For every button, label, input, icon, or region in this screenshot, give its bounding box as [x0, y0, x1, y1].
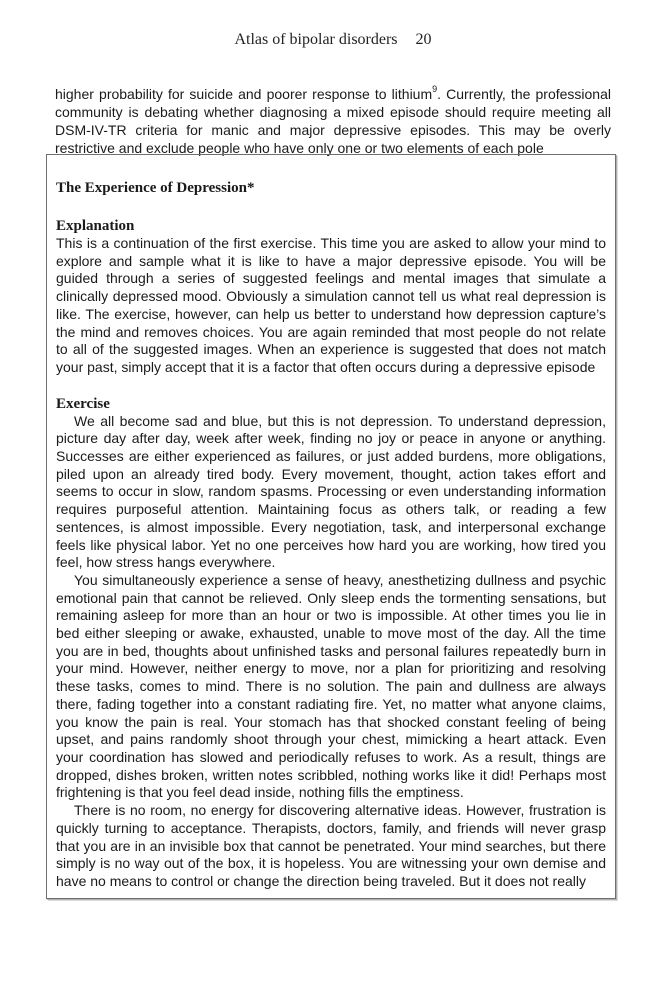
- exercise-heading: Exercise: [56, 395, 110, 412]
- running-header: [0, 30, 666, 50]
- explanation-section: [56, 217, 606, 377]
- reference-superscript: 9: [432, 84, 438, 95]
- box-title: The Experience of Depression*: [56, 180, 255, 196]
- intro-text-start: higher probability for suicide and poorer response to lithium: [55, 86, 433, 102]
- exercise-section: [56, 395, 606, 891]
- exercise-paragraph: We all become sad and blue, but this is not depression. To understand depression, picture day after day, week after week, finding no joy or peace in anyone or anything. Successes are either experienced as failures, or just added burdens, more obligations, piled upon an already tired body. Every movement, thought, action takes effort and seems to occur in slow, random spasms. Processing or even understanding information requires purposeful attention. Maintaining focus as others talk, or reading a few sentences, is almost impossible. Every negotiation, task, and interpersonal exchange feels like physical labor. Yet no one perceives how hard you are working, how tired you feel, how stress hangs everywhere.: [56, 412, 606, 571]
- running-title: Atlas of bipolar disorders: [234, 31, 398, 48]
- page-number: 20: [415, 31, 432, 48]
- intro-paragraph: [55, 85, 611, 157]
- explanation-text: This is a continuation of the first exercise. This time you are asked to allow your mind to explore and sample what it is like to have a major depressive episode. You will be guided through a series of suggested feelings and mental images that simulate a clinically depressed mood. Obviously a simulation cannot tell us what real depression is like. The exercise, however, can help us better to understand how depression capture’s the mind and removes choices. You are again reminded that most people do not relate to all of the suggested images. When an experience is suggested that does not match your past, simply accept that it is a factor that often occurs during a depressive episode: [56, 235, 606, 375]
- explanation-heading: Explanation: [56, 218, 135, 234]
- exercise-paragraph: You simultaneously experience a sense of heavy, anesthetizing dullness and psychic emotional pain that cannot be relieved. Only sleep ends the tormenting sensations, but remaining asleep for more than an hour or two is impossible. At other times you lie in bed either sleeping or awake, exhausted, unable to move most of the day. All the time you are in bed, thoughts about unfinished tasks and personal failures repeatedly burn in your mind. However, neither energy to move, nor a plan for prioritizing and resolving these tasks, comes to mind. There is no solution. The pain and dullness are always there, fading together into a constant radiating fire. Yet, no matter what anyone claims, you know the pain is real. Your stomach has that shocked constant feeling of being upset, and pains randomly shoot through your chest, mimicking a heart attack. Even your coordination has slowed and periodically refuses to work. As a result, things are dropped, dishes broken, written notes scribbled, nothing works like it did! Perhaps most frightening is that you feel dead inside, nothing fills the emptiness.: [56, 571, 606, 801]
- intro-text-end: . Currently, the professional community is debating whether diagnosing a mixed episode should require meeting all DSM-IV-TR criteria for manic and major depressive episodes. This may be overly restrictive and exclude people who have only one or two elements of each pole: [55, 86, 611, 157]
- exercise-box: [46, 154, 616, 899]
- exercise-paragraph: There is no room, no energy for discovering alternative ideas. However, frustration is quickly turning to acceptance. Therapists, doctors, family, and friends will never grasp that you are in an invisible box that cannot be penetrated. Your mind searches, but there simply is no way out of the box, it is hopeless. You are witnessing your own demise and have no means to control or change the direction being traveled. But it does not really: [56, 802, 606, 889]
- exercise-box-content: [56, 179, 606, 891]
